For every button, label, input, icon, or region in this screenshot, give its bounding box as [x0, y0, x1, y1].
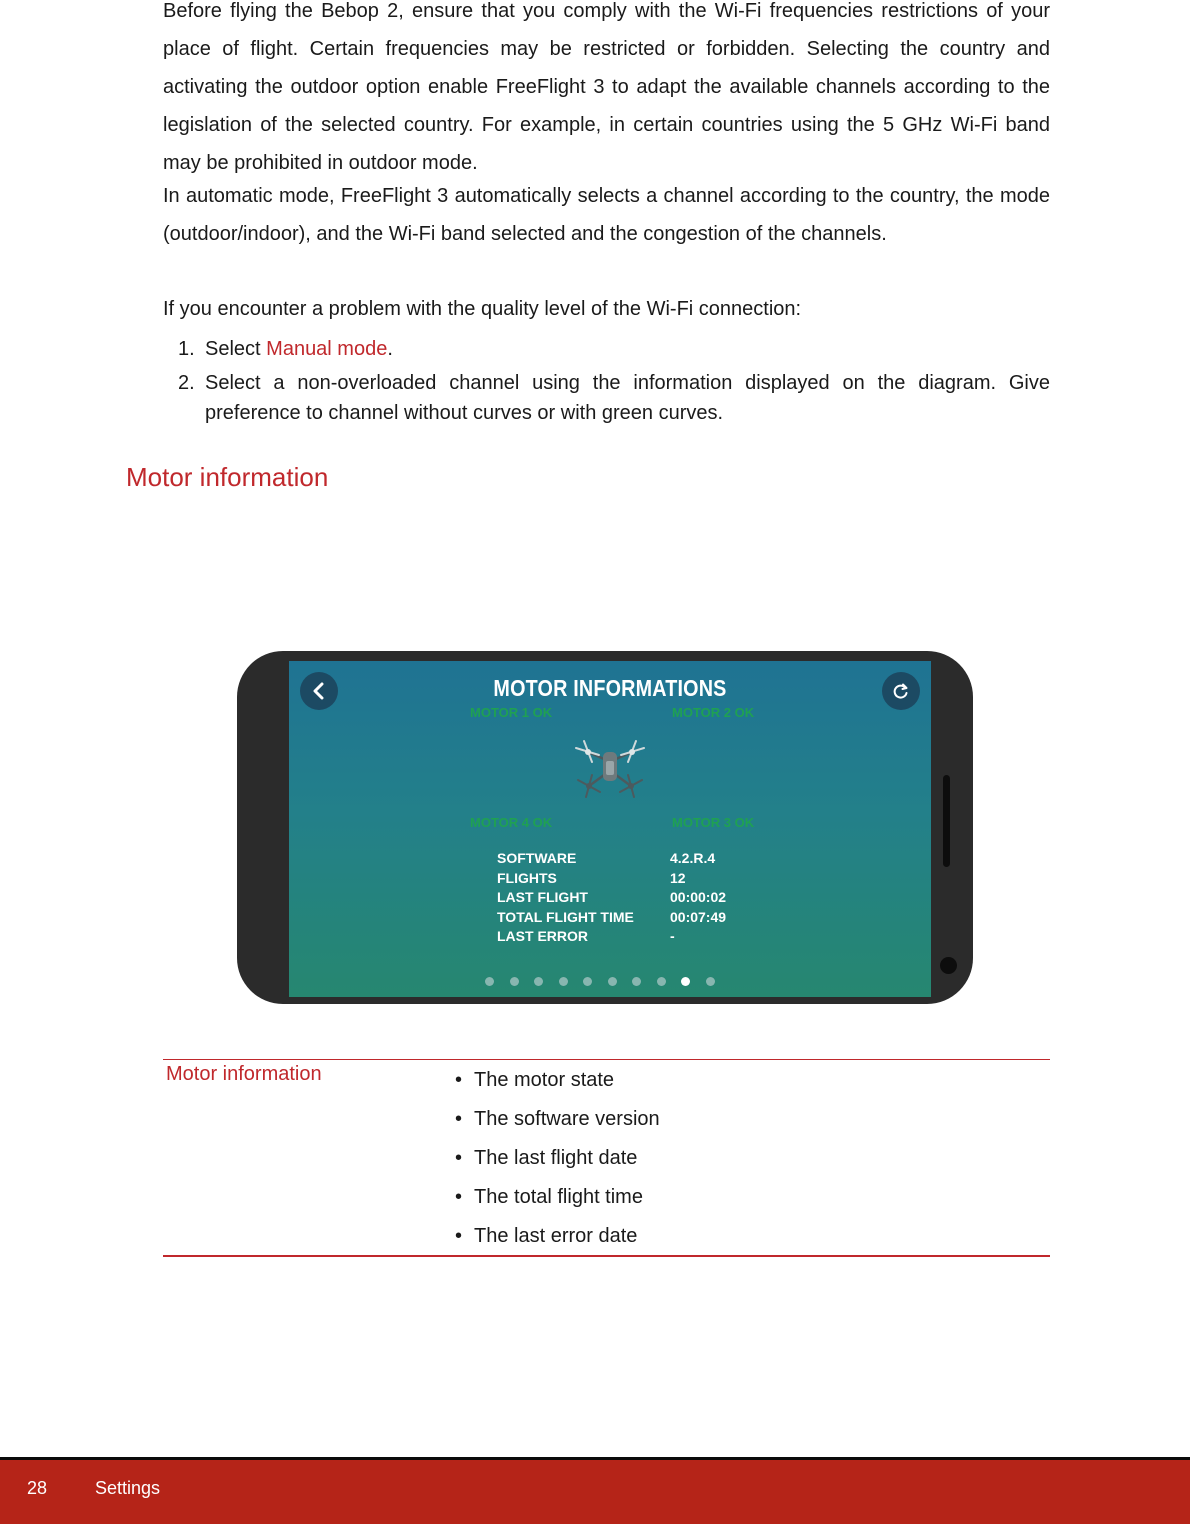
table-label: Motor information: [166, 1063, 322, 1085]
screen-title: MOTOR INFORMATIONS: [493, 675, 727, 701]
intro-paragraph-automatic-mode: In automatic mode, FreeFlight 3 automatically selects a channel according to the country, the mode (outdoor/indoor), and the Wi-Fi band selected and the congestion of the channels.: [163, 185, 1050, 245]
list-item: • The last flight date: [455, 1140, 660, 1179]
info-key: SOFTWARE: [497, 850, 577, 866]
back-button[interactable]: [300, 672, 338, 710]
chevron-left-icon: [310, 682, 328, 700]
info-value: 00:07:49: [670, 908, 727, 925]
step-number: 1.: [178, 338, 195, 360]
refresh-icon: [892, 682, 910, 700]
page-dot[interactable]: [583, 977, 592, 986]
info-key: TOTAL FLIGHT TIME: [497, 908, 634, 925]
intro-paragraph-problem: If you encounter a problem with the quality level of the Wi-Fi connection:: [163, 298, 802, 320]
drone-icon: [572, 735, 648, 801]
refresh-button[interactable]: [882, 672, 920, 710]
section-title: Motor information: [126, 462, 329, 492]
page-footer: [0, 1457, 1190, 1524]
motor-2-status: MOTOR 2 OK: [672, 705, 755, 720]
steps-list-2: [163, 368, 1050, 428]
info-value: 4.2.R.4: [670, 850, 716, 866]
step-item: [163, 368, 1050, 428]
info-key: LAST ERROR: [497, 928, 588, 944]
info-key: LAST FLIGHT: [497, 889, 588, 905]
list-item: • The motor state: [455, 1062, 660, 1101]
table-bottom-rule: [163, 1255, 1050, 1257]
motor-3-status: MOTOR 3 OK: [672, 815, 755, 830]
motor-info-bullet-list: [455, 1062, 660, 1257]
info-value: 00:00:02: [670, 889, 727, 905]
info-value: 12: [670, 869, 686, 886]
list-item: • The total flight time: [455, 1179, 660, 1218]
motor-1-status: MOTOR 1 OK: [470, 705, 553, 720]
page-dot-active[interactable]: [681, 977, 690, 986]
info-key: FLIGHTS: [497, 869, 557, 886]
motor-info-screen: [289, 661, 931, 997]
step-suffix: .: [387, 338, 393, 360]
step-text: Select a non-overloaded channel using the information displayed on the diagram. Give preference to channel without curves or with green curves.: [205, 372, 1050, 424]
table-top-rule: [163, 1059, 1050, 1060]
page-dot[interactable]: [485, 977, 494, 986]
info-value: -: [670, 928, 675, 944]
page-dot[interactable]: [534, 977, 543, 986]
page-dot[interactable]: [657, 977, 666, 986]
page-dot[interactable]: [706, 977, 715, 986]
footer-section-name: Settings: [95, 1478, 161, 1498]
list-item: • The software version: [455, 1101, 660, 1140]
step-item: [163, 330, 1050, 368]
intro-paragraph-frequencies: Before flying the Bebop 2, ensure that you comply with the Wi-Fi frequencies restrictions of your place of flight. Certain frequencies may be restricted or forbidden. Selecting the country and activating the outdoor option enable FreeFlight 3 to adapt the available channels according to the legislation of the selected country. For example, in certain countries using the 5 GHz Wi-Fi band may be prohibited in outdoor mode.: [163, 0, 1050, 174]
page-number: 28: [27, 1478, 48, 1498]
motor-4-status: MOTOR 4 OK: [470, 815, 553, 830]
steps-list-1: [163, 330, 1050, 368]
manual-mode-link[interactable]: Manual mode: [266, 338, 388, 360]
page-dot[interactable]: [510, 977, 519, 986]
page-dot[interactable]: [608, 977, 617, 986]
page-dot[interactable]: [632, 977, 641, 986]
phone-mockup: [237, 651, 973, 1004]
step-prefix: Select: [205, 338, 267, 360]
page-indicator: [485, 977, 715, 986]
step-number: 2.: [178, 372, 195, 394]
page-dot[interactable]: [559, 977, 568, 986]
phone-speaker: [943, 775, 950, 867]
list-item: • The last error date: [455, 1218, 660, 1257]
phone-hardware-button: [940, 957, 957, 974]
